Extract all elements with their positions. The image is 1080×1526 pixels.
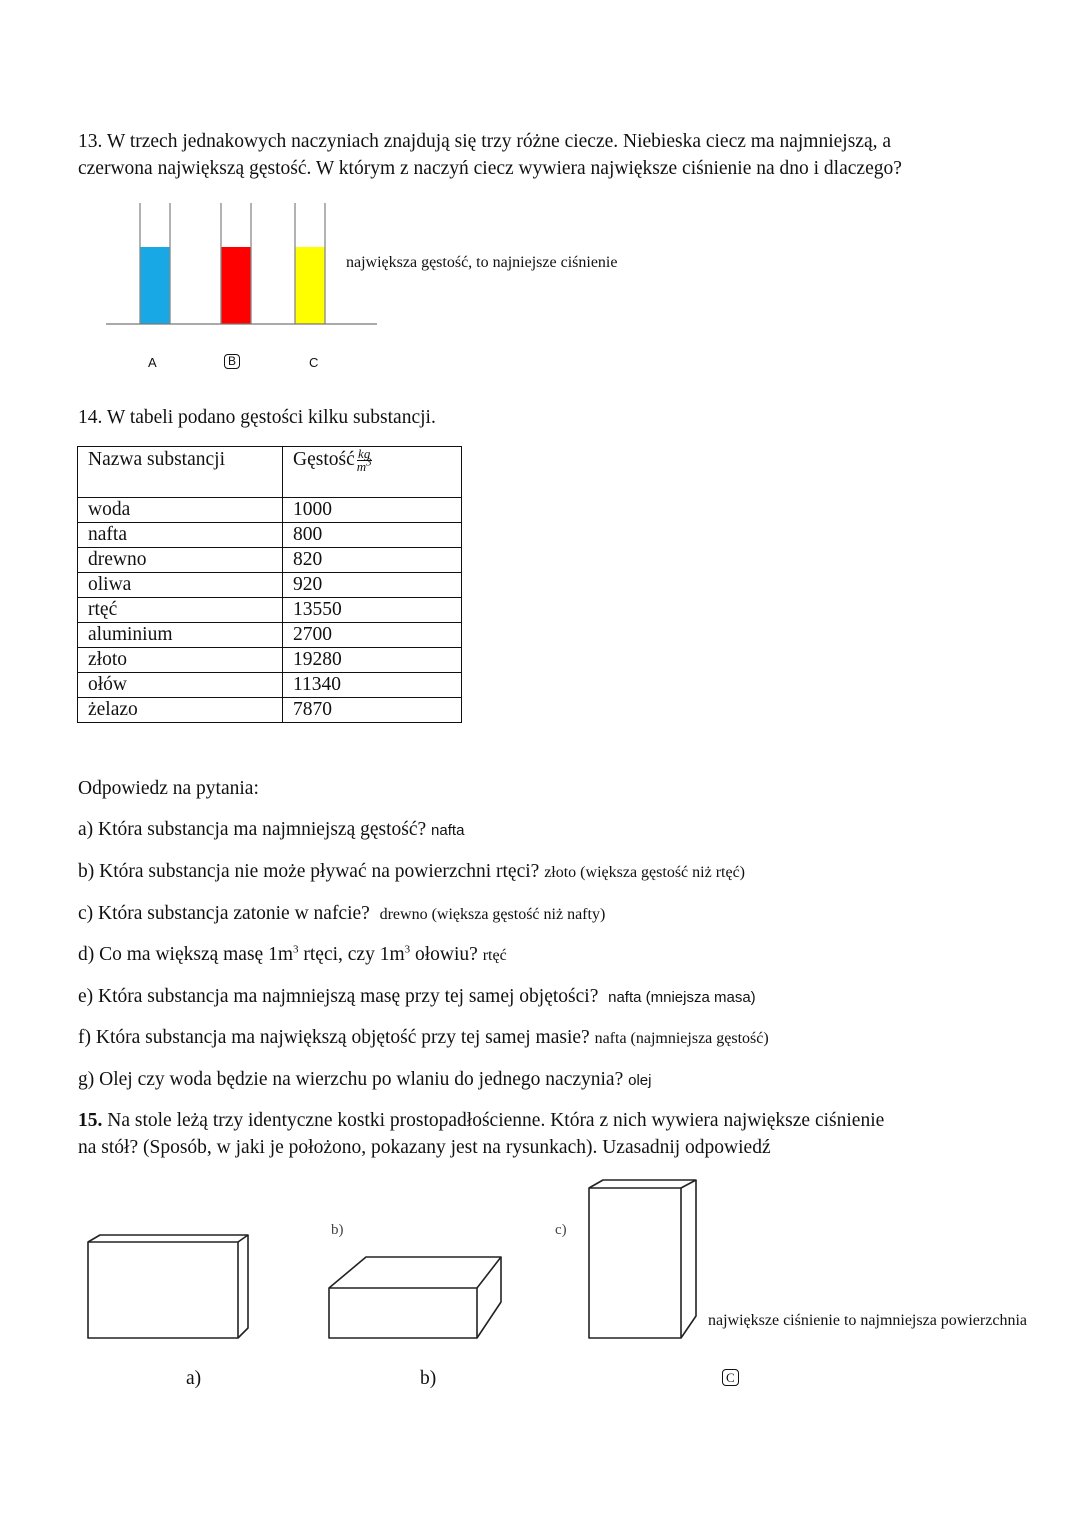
box-c-small-label: c) <box>555 1222 567 1238</box>
table-row <box>78 648 462 673</box>
box-a-drawing <box>84 1230 254 1342</box>
substance-density: 820 <box>283 548 462 573</box>
header-name: Nazwa substancji <box>78 447 283 498</box>
vessel-a-liquid <box>140 247 170 324</box>
density-unit: $\frac{kg}{m^3}$ <box>356 446 372 475</box>
substance-name: drewno <box>78 548 283 573</box>
substance-density: 800 <box>283 523 462 548</box>
vessel-c-liquid <box>295 247 325 324</box>
substance-density: 13550 <box>283 598 462 623</box>
q14-e: e) Która substancja ma najmniejszą masę przy tej samej objętości? nafta (mniejsza masa) <box>78 986 756 1007</box>
q13-answer: największa gęstość, to najniejsze ciśnienie <box>346 254 618 271</box>
q15-text-line1: 15. Na stole leżą trzy identyczne kostki prostopadłościenne. Która z nich wywiera największe ciśnienie <box>78 1110 885 1131</box>
vessel-a-label: A <box>148 355 157 370</box>
substance-name: ołów <box>78 673 283 698</box>
q14-c-answer: drewno (większa gęstość niż nafty) <box>379 906 606 923</box>
table-row <box>78 698 462 723</box>
vessel-b-label: B <box>224 353 240 369</box>
substance-name: woda <box>78 498 283 523</box>
q14-e-answer: nafta (mniejsza masa) <box>608 989 756 1006</box>
header-density: Gęstość $\frac{kg}{m^3}$ <box>283 447 462 498</box>
substance-name: złoto <box>78 648 283 673</box>
table-row <box>78 498 462 523</box>
substance-density: 920 <box>283 573 462 598</box>
box-a-label: a) <box>186 1368 202 1389</box>
table-row <box>78 548 462 573</box>
substance-density: 1000 <box>283 498 462 523</box>
table-row <box>78 623 462 648</box>
substance-name: oliwa <box>78 573 283 598</box>
table-row <box>78 573 462 598</box>
q14-prompt: Odpowiedz na pytania: <box>78 778 259 799</box>
q14-g: g) Olej czy woda będzie na wierzchu po wlaniu do jednego naczynia? olej <box>78 1069 652 1090</box>
box-b-small-label: b) <box>331 1222 344 1238</box>
substance-density: 7870 <box>283 698 462 723</box>
q14-g-answer: olej <box>628 1072 652 1089</box>
substance-name: aluminium <box>78 623 283 648</box>
q13-text-line2: czerwona największą gęstość. W którym z naczyń ciecz wywiera największe ciśnienie na dno i dlaczego? <box>78 158 902 179</box>
table-row <box>78 673 462 698</box>
vessel-c-label: C <box>309 355 319 370</box>
q14-d: d) Co ma większą masę $1m^3$ rtęci, czy $1m^3$ ołowiu? rtęć <box>78 943 507 965</box>
q14-c: c) Która substancja zatonie w nafcie? drewno (większa gęstość niż nafty) <box>78 903 606 924</box>
box-c-drawing <box>584 1176 702 1342</box>
substance-name: rtęć <box>78 598 283 623</box>
substance-density: 11340 <box>283 673 462 698</box>
box-b-label: b) <box>420 1368 437 1389</box>
q14-intro: 14. W tabeli podano gęstości kilku substancji. <box>78 407 436 428</box>
q14-f: f) Która substancja ma największą objętość przy tej samej masie? nafta (najmniejsza gęstość) <box>78 1027 769 1048</box>
q13-text-line1: 13. W trzech jednakowych naczyniach znajdują się trzy różne ciecze. Niebieska ciecz ma najmniejszą, a <box>78 131 892 152</box>
q14-d-answer: rtęć <box>482 947 507 964</box>
q15-text-line2: na stół? (Sposób, w jaki je położono, pokazany jest na rysunkach). Uzasadnij odpowiedź <box>78 1137 771 1158</box>
vessel-b-liquid <box>221 247 251 324</box>
substance-name: nafta <box>78 523 283 548</box>
table-row <box>78 598 462 623</box>
q15-answer: największe ciśnienie to najmniejsza powierzchnia <box>708 1312 1027 1329</box>
substance-density: 19280 <box>283 648 462 673</box>
q14-b: b) Która substancja nie może pływać na powierzchni rtęci? złoto (większa gęstość niż rtęć) <box>78 861 745 882</box>
box-c-label: C <box>722 1369 739 1387</box>
q14-f-answer: nafta (najmniejsza gęstość) <box>594 1030 769 1047</box>
box-b-drawing <box>324 1252 510 1344</box>
table-row <box>78 523 462 548</box>
q14-a-answer: nafta <box>431 822 465 839</box>
substance-name: żelazo <box>78 698 283 723</box>
table-header-row <box>78 447 462 498</box>
substance-density: 2700 <box>283 623 462 648</box>
q14-b-answer: złoto (większa gęstość niż rtęć) <box>544 864 745 881</box>
density-table <box>77 446 462 723</box>
q14-a: a) Która substancja ma najmniejszą gęstość? nafta <box>78 819 465 840</box>
